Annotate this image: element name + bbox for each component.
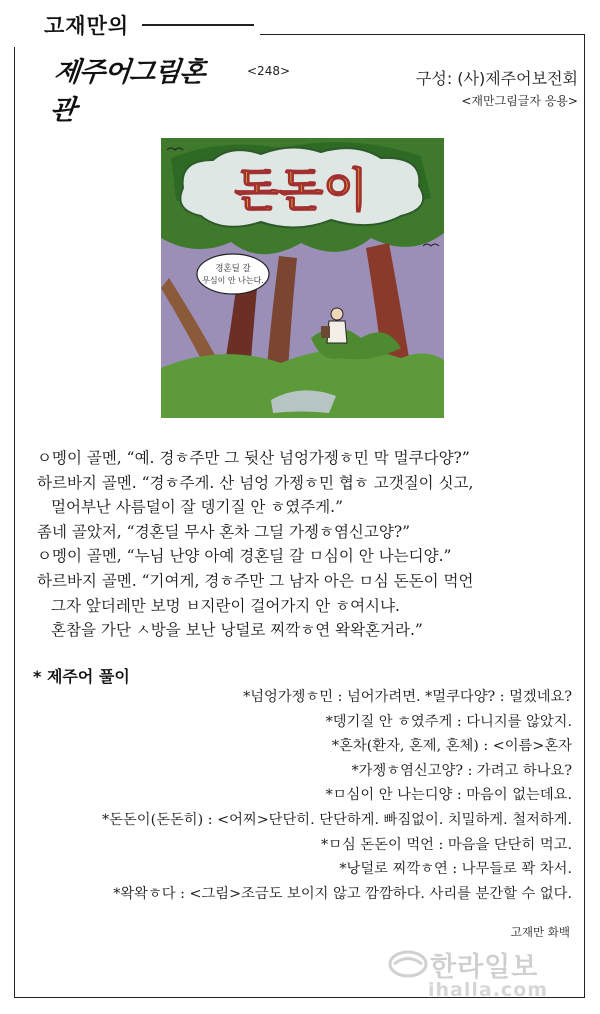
column-logo [48, 54, 222, 126]
glossary-item: *왁왁ㅎ다 : <그림>조금도 보이지 않고 깜깜하다. 사리를 분간할 수 없다. [113, 885, 572, 902]
logo-title: 제주어그림혼관 [48, 57, 207, 126]
glossary-item: *ㅁ심 돈돈이 먹언 : 마음을 단단히 먹고. [321, 836, 572, 853]
glossary-item: *넘엉가젱ㅎ민 : 넘어가려면. *멀쿠다양? : 멀겠네요? [243, 689, 572, 705]
glossary-item: *가젱ㅎ염신고양? : 가려고 하나요? [351, 762, 572, 779]
cartoon-illustration [161, 138, 444, 418]
speech-bubble [197, 254, 269, 294]
dialogue-line: ㅇ멩이 골멘, “예. 경ㅎ주만 그 뒷산 넘엉가젱ㅎ민 막 멀쿠다양?” [37, 449, 470, 467]
credit-line: 구성: (사)제주어보전회 [415, 69, 578, 88]
glossary-item: *혼차(환자, 혼제, 혼체) : <이름>혼자 [331, 738, 572, 755]
artist-signature: 고재만 화백 [510, 925, 570, 939]
series-name: 고재만의 [44, 14, 130, 38]
dialogue-line: 하르바지 골멘. “경ㅎ주게. 산 넘엉 가젱ㅎ민 협ㅎ 고갯질이 싯고, [37, 473, 474, 492]
speech-line-1: 경혼딜 갈 [215, 264, 251, 274]
glossary-item: *ㅁ심이 안 나는디양 : 마음이 없는데요. [325, 787, 572, 804]
glossary-title: * 제주어 풀이 [33, 667, 130, 686]
credit-subline: <재만그림글자 응용> [461, 94, 578, 108]
dialogue-line: 하르바지 골멘. “기여게, 경ㅎ주만 그 남자 아은 ㅁ심 돈돈이 먹언 [37, 571, 474, 590]
glossary-item: *뎅기질 안 ㅎ였주게 : 다니지를 않았지. [325, 713, 572, 730]
dialogue-line: 그자 앞더레만 보멍 ㅂ지란이 걸어가지 안 ㅎ여시냐. [51, 596, 400, 615]
speech-line-2: 무심이 안 나는다. [202, 276, 264, 285]
character-head [331, 308, 343, 320]
watermark-name: 한라일보 [430, 952, 539, 983]
publisher-logo-icon [388, 949, 428, 979]
dialogue-line: 좀네 골았저, “경혼딜 무사 혼차 그딜 가젱ㅎ염신고양?” [37, 522, 411, 541]
dialogue-text [37, 446, 577, 643]
episode-number: <248> [247, 64, 291, 78]
glossary-list [32, 685, 572, 906]
series-underline [142, 24, 254, 26]
publisher-watermark [388, 945, 568, 1005]
character-bag [321, 326, 330, 338]
glossary-item: *낭덜로 찌깍ㅎ연 : 나무들로 꽉 차서. [339, 861, 572, 878]
watermark-url: ihalla.com [428, 979, 549, 1001]
illustration-title: 돈돈이 [234, 163, 368, 217]
dialogue-line: 혼참을 가단 ㅅ방을 보난 낭덜로 찌깍ㅎ연 왁왁혼거라.” [51, 621, 423, 640]
dialogue-line: 멀어부난 사름덜이 잘 뎅기질 안 ㅎ였주게.” [51, 498, 344, 517]
glossary-item: *돈돈이(돈돈히) : <어찌>단단히. 단단하게. 빠짐없이. 치밀하게. 철저하게. [102, 811, 572, 828]
dialogue-line: ㅇ멩이 골멘, “누님 난양 아예 경혼딜 갈 ㅁ심이 안 나는디양.” [37, 547, 452, 566]
